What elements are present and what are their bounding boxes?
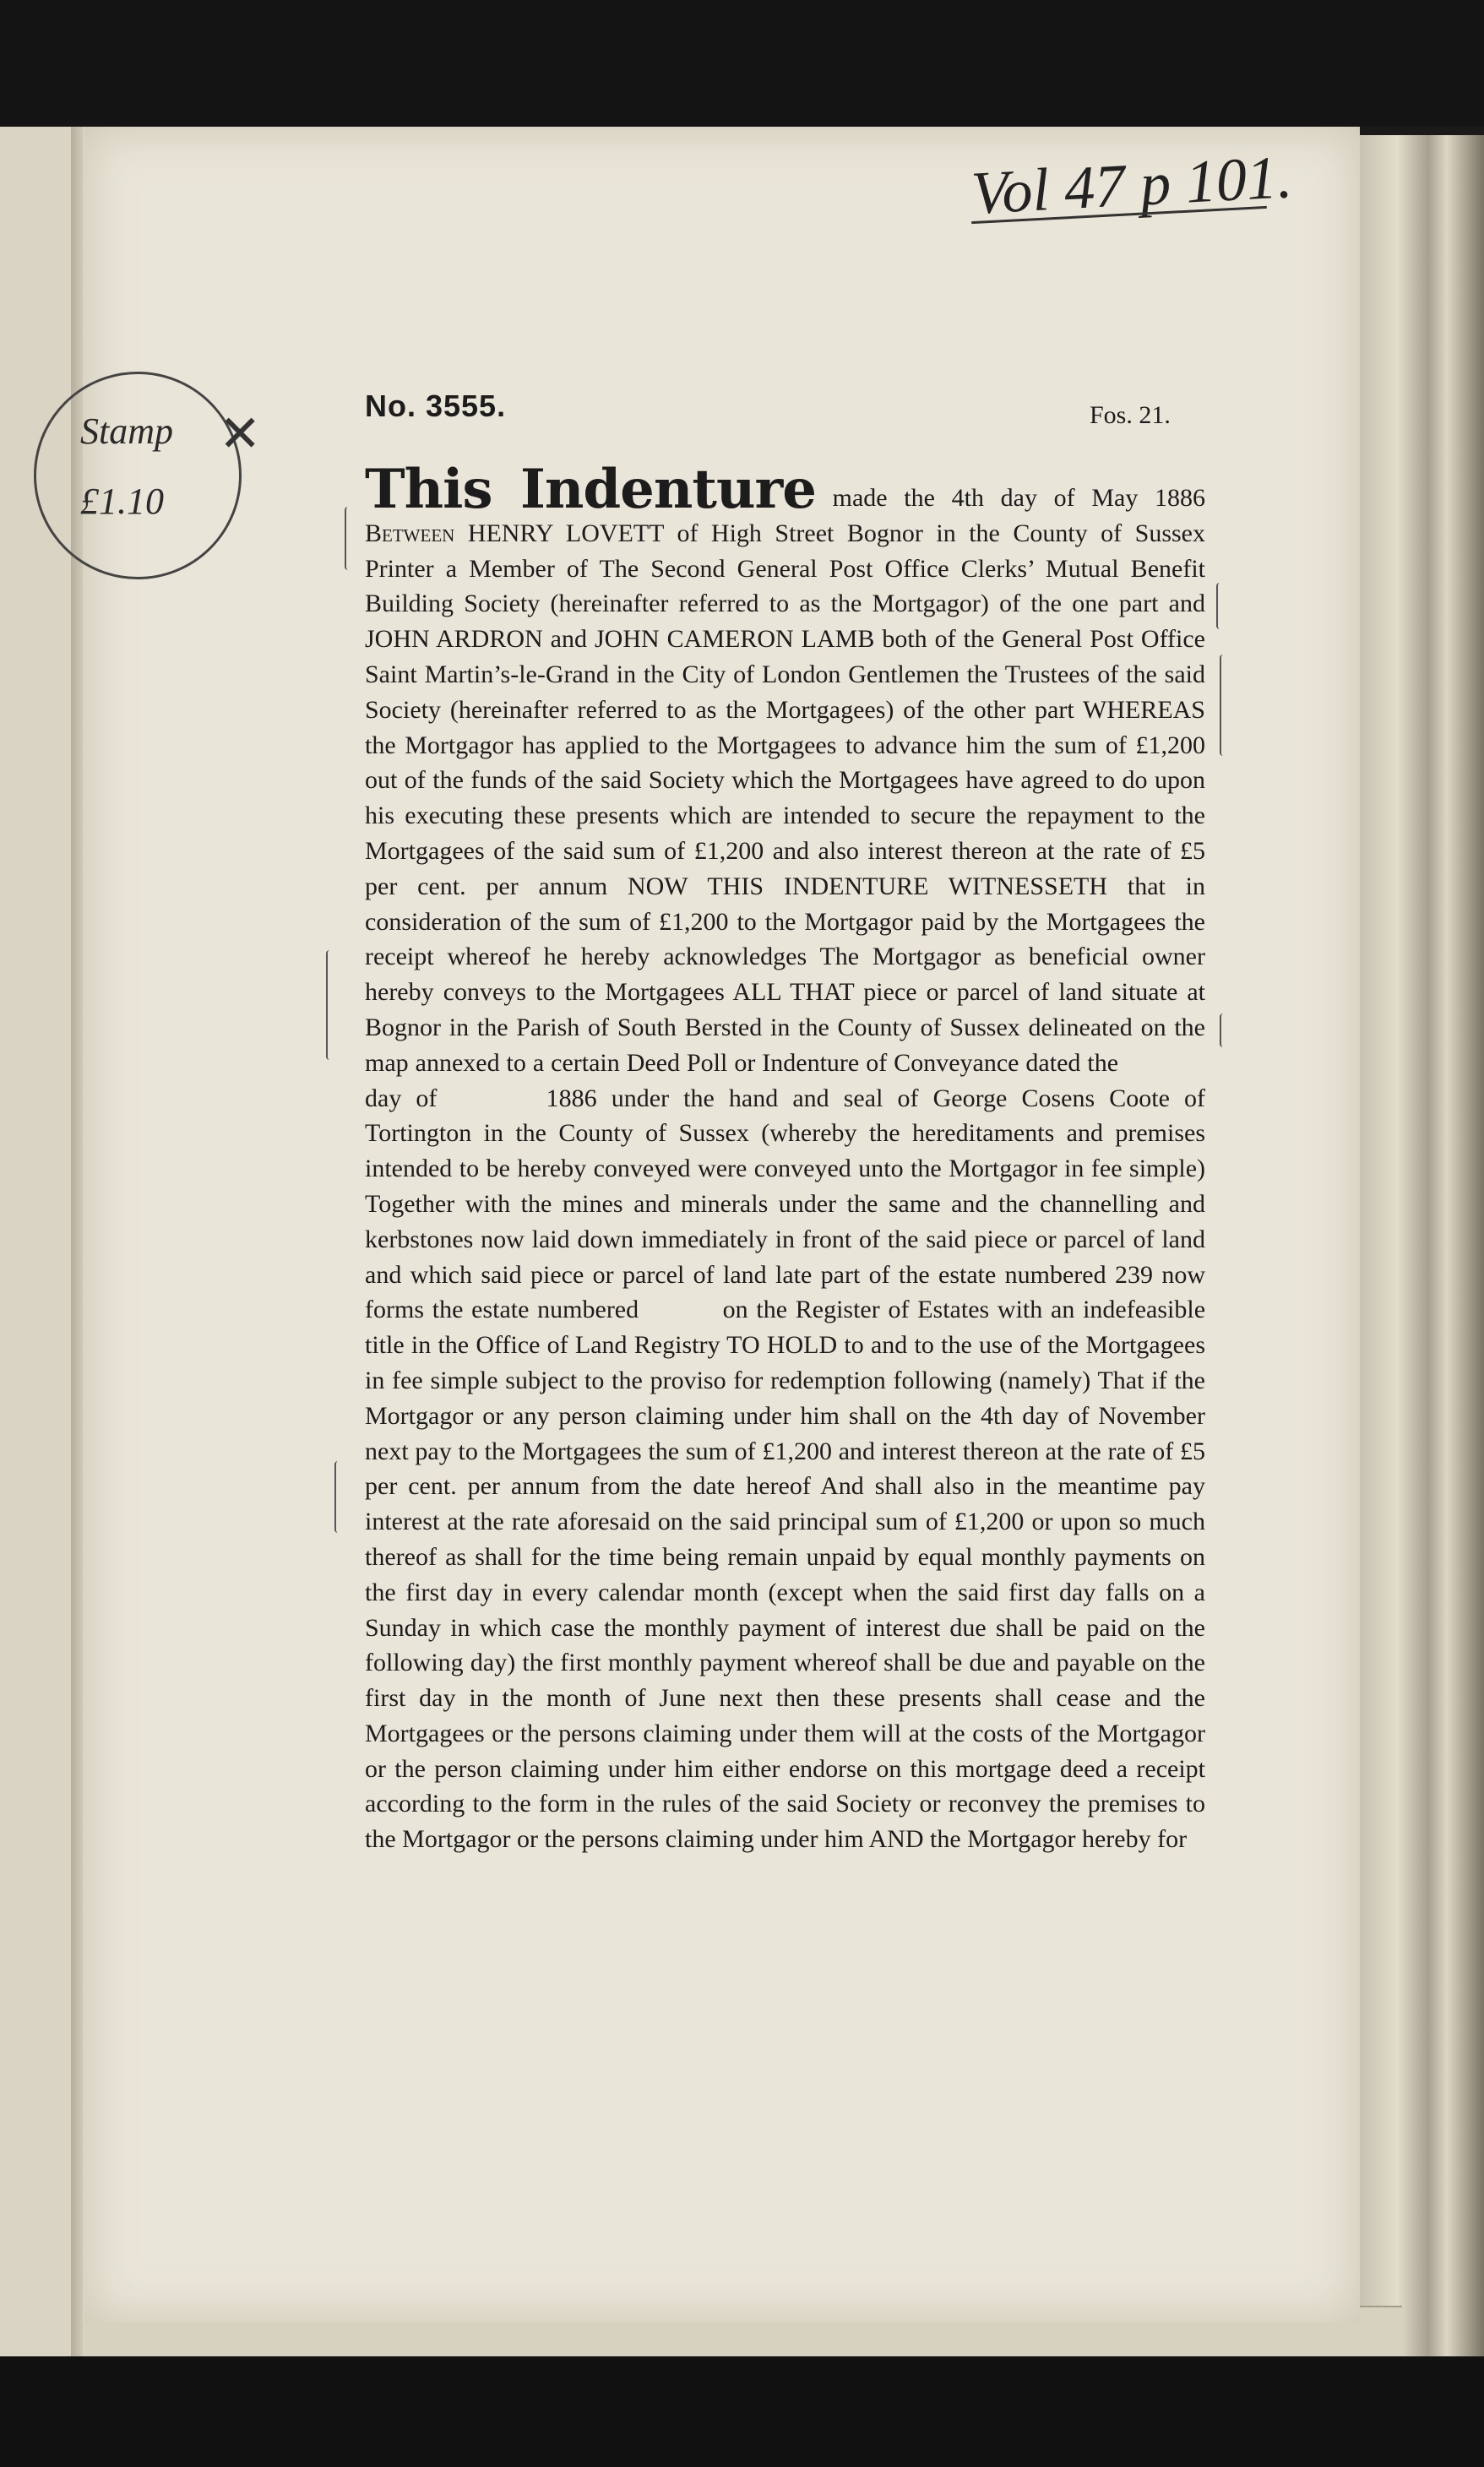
body-paragraph: HENRY LOVETT of High Street Bognor in the County of Sussex Printer a Member of The Second General Post Office Clerks’ Mutual Benefit Building Society (hereinafter referred to as the Mortgagor) of the one part and JOHN ARDRON and JOHN CAMERON LAMB both of the General Post Office Saint Martin’s-le-Grand in the City of London Gentlemen the Trustees of the said Society (hereinafter referred to as the Mortgagees) of the other part WHEREAS the Mortgagor has applied to the Mortgagees to advance him the sum of £1,200 out of the funds of the said Society which the Mortgagees have agreed to do upon his executing these presents which are intended to secure the repayment to the Mortgagees of the said sum of £1,200 and also interest thereon at the rate of £5 per cent. per annum NOW THIS INDENTURE WITNESSETH that in consideration of the sum of £1,200 to the Mortgagor paid by the Mortgagees the receipt whereof he hereby acknowledges The Mortgagor as beneficial owner hereby conveys to the Mortgagees ALL THAT piece or parcel of land situate at Bognor in the Parish of South Bersted in the County of Sussex delineated on the map annexed to a certain Deed Poll or Indenture of Conveyance dated the <box>365 519 1205 1077</box>
margin-stamp <box>34 372 262 579</box>
margin-mark <box>1216 583 1223 629</box>
opening-words: This Indenture <box>365 458 816 521</box>
stamp-line-2: £1.10 <box>80 481 164 522</box>
margin-mark <box>345 507 351 570</box>
between-label: Between <box>365 519 455 547</box>
body-paragraph: day of <box>365 1084 438 1112</box>
folio-count: Fos. 21. <box>1090 401 1171 429</box>
page-stack-edges <box>1360 135 1484 2373</box>
body-paragraph: on the Register of Estates with an indefeasible title in the Office of Land Registry TO HOLD to and to the use of the Mortgagees in fee simple subject to the proviso for redemption following (namely) That if the Mortgagor or any person claiming under him shall on the 4th day of November next pay to the Mortgagees the sum of £1,200 and interest thereon at the rate of £5 per cent. per annum from the date hereof And shall also in the meantime pay interest at the rate aforesaid on the said principal sum of £1,200 or upon so much thereof as shall for the time being remain unpaid by equal monthly payments on the first day in every calendar month (except when the said first day falls on a Sunday in which case the monthly payment of interest due shall be paid on the following day) the first monthly payment whereof shall be due and payable on the first day in the month of June next then these presents shall cease and the Mortgagees or the persons claiming under them will at the costs of the Mortgagor or the person claiming under him either endorse on this mortgage deed a receipt according to the form in the rules of the said Society or reconvey the premises to the Mortgagor or the persons claiming under him AND the Mortgagor hereby for <box>365 1296 1206 1854</box>
body-paragraph: made the 4th day of May 1886 <box>832 484 1206 512</box>
background-bottom <box>0 2356 1484 2467</box>
margin-mark <box>1220 655 1226 756</box>
margin-mark <box>326 950 333 1060</box>
body-paragraph: 1886 under the hand and seal of George Cosens Coote of Tortington in the County of Sussex (whereby the hereditaments and premises intended to be hereby conveyed were conveyed unto the Mortgagor in fee simple) Together with the mines and minerals under the same and the channelling and kerbstones now laid down immediately in front of the said piece or parcel of land and which said piece or parcel of land late part of the estate numbered 239 now forms the estate numbered <box>365 1084 1205 1324</box>
background-top <box>0 0 1484 127</box>
margin-mark <box>1220 1013 1226 1047</box>
stamp-line-1: Stamp <box>80 410 173 452</box>
cross-mark-icon: ✕ <box>219 406 262 462</box>
handwritten-annotation: Vol 47 p 101. <box>970 143 1294 227</box>
margin-mark <box>334 1461 341 1533</box>
indenture-body <box>365 458 1206 1857</box>
document-number: No. 3555. <box>365 389 507 423</box>
